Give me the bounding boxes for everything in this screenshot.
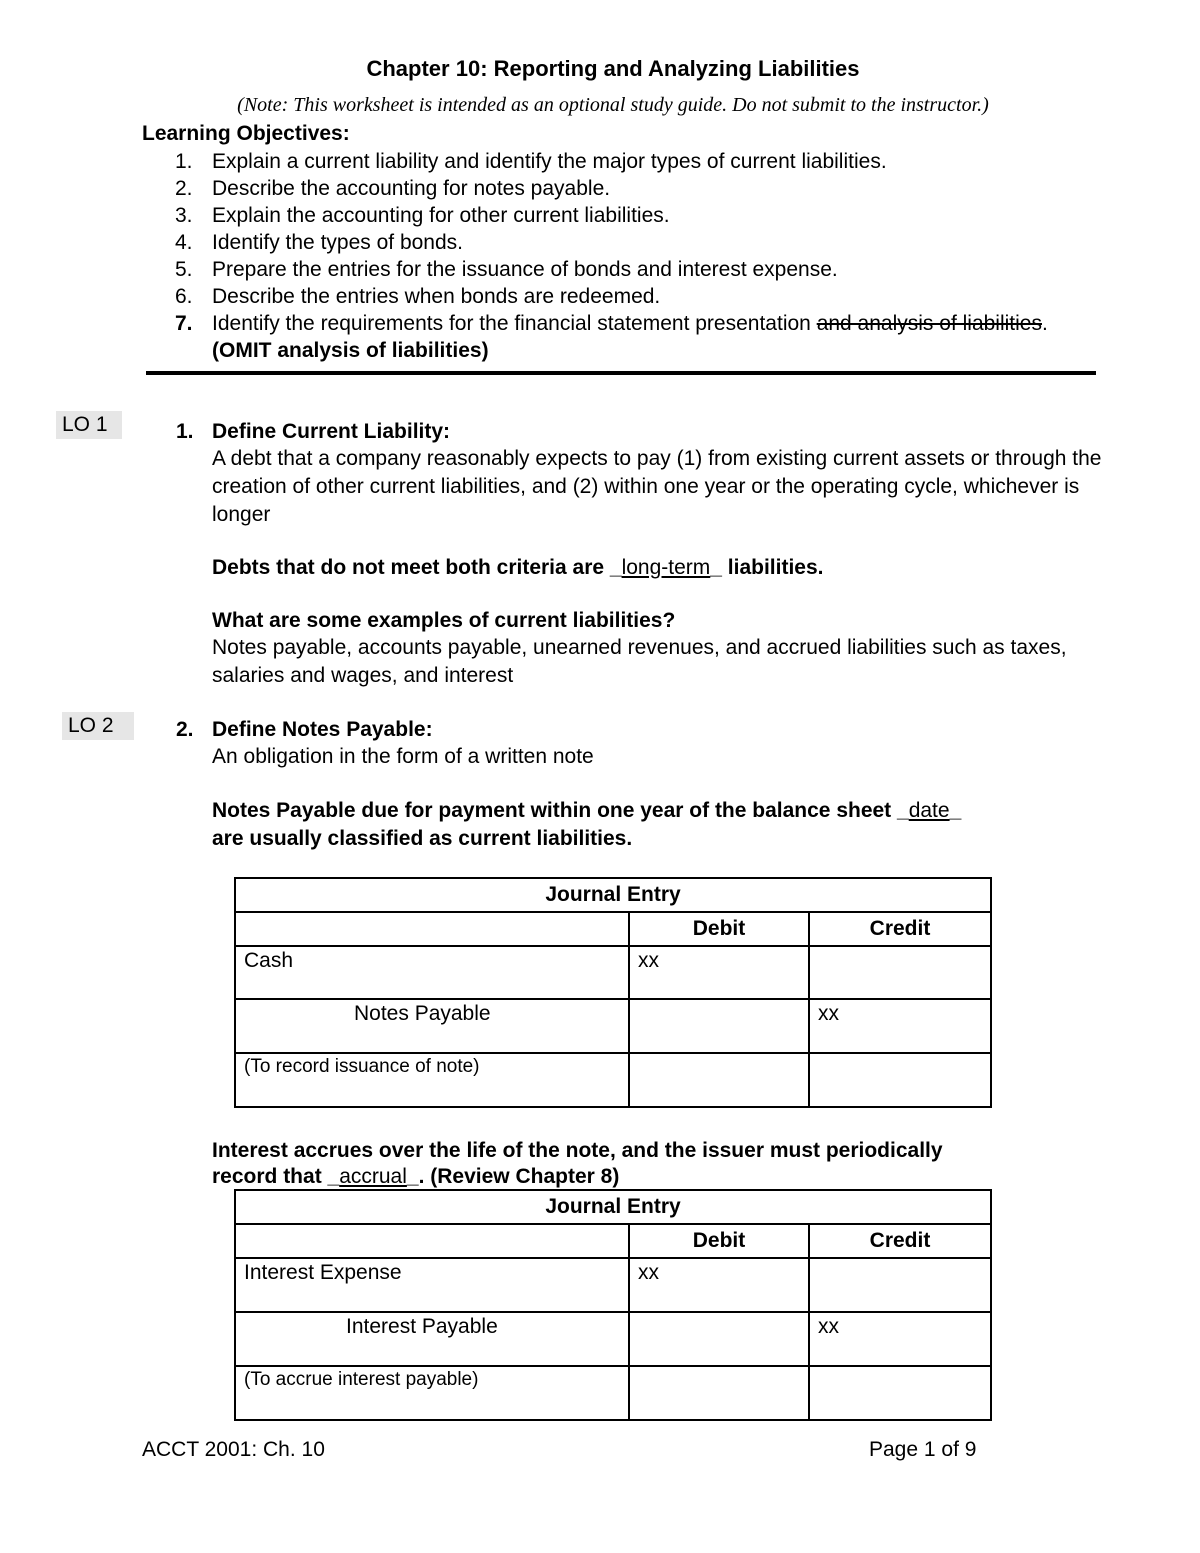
- objective-item: 7. Identify the requirements for the financial statement presentation and analysis of liabilities. (OMIT analysis of liabilities): [175, 312, 1048, 362]
- table-title: Journal Entry: [235, 878, 991, 912]
- table-header-credit: Credit: [809, 912, 991, 946]
- worksheet-note: (Note: This worksheet is intended as an optional study guide. Do not submit to the instructor.): [237, 94, 989, 116]
- table-header-blank: [235, 1224, 629, 1258]
- answer-fill: accrual: [339, 1165, 407, 1188]
- lo-tag: LO 2: [62, 712, 134, 740]
- footer-page-number: Page 1 of 9: [869, 1438, 977, 1461]
- objective-item: 4. Identify the types of bonds.: [175, 231, 463, 254]
- section-number: 1.: [176, 420, 194, 443]
- table-row: Interest Payable xx: [235, 1312, 991, 1366]
- section-number: 2.: [176, 718, 194, 741]
- objective-item: 2. Describe the accounting for notes payable.: [175, 177, 611, 200]
- answer-fill: date: [908, 799, 950, 822]
- table-row: Interest Expense xx: [235, 1258, 991, 1312]
- section-divider: [146, 371, 1096, 375]
- section-heading: Define Notes Payable:: [212, 718, 433, 741]
- examples-answer: Notes payable, accounts payable, unearned revenues, and accrued liabilities such as taxes, salaries and wages, and interest: [212, 636, 1067, 687]
- journal-entry-table-note: [234, 877, 992, 1108]
- table-row: (To accrue interest payable): [235, 1366, 991, 1420]
- table-row: Cash xx: [235, 946, 991, 999]
- question-accrual: Interest accrues over the life of the note, and the issuer must periodically: [212, 1139, 943, 1162]
- table-header-blank: [235, 912, 629, 946]
- objective-item: 6. Describe the entries when bonds are redeemed.: [175, 285, 661, 308]
- objectives-list: [170, 148, 1090, 364]
- journal-entry-table-interest: [234, 1189, 992, 1421]
- objective-item: 1. Explain a current liability and identify the major types of current liabilities.: [175, 150, 887, 173]
- table-header-debit: Debit: [629, 1224, 809, 1258]
- question-accrual-cont: record that _accrual_. (Review Chapter 8): [212, 1165, 620, 1188]
- question-balance-sheet: Notes Payable due for payment within one year of the balance sheet _date_: [212, 799, 962, 822]
- table-row: Notes Payable xx: [235, 999, 991, 1053]
- lo-tag: LO 1: [56, 411, 122, 439]
- question-examples: What are some examples of current liabilities?: [212, 609, 676, 632]
- objective-item: 5. Prepare the entries for the issuance of bonds and interest expense.: [175, 258, 838, 281]
- table-row: (To record issuance of note): [235, 1053, 991, 1107]
- struck-text: and analysis of liabilities: [816, 312, 1042, 335]
- objective-item: 3. Explain the accounting for other current liabilities.: [175, 204, 670, 227]
- footer-course: ACCT 2001: Ch. 10: [142, 1438, 325, 1461]
- table-title: Journal Entry: [235, 1190, 991, 1224]
- notes-payable-definition: An obligation in the form of a written note: [212, 745, 594, 768]
- omit-note: (OMIT analysis of liabilities): [212, 339, 489, 362]
- section-heading: Define Current Liability:: [212, 420, 451, 443]
- answer-fill: long-term: [621, 556, 711, 579]
- page-title: Chapter 10: Reporting and Analyzing Liabilities: [366, 56, 860, 81]
- objectives-heading: Learning Objectives:: [142, 122, 350, 145]
- question-balance-sheet-cont: are usually classified as current liabilities.: [212, 827, 633, 850]
- table-header-credit: Credit: [809, 1224, 991, 1258]
- current-liability-definition: A debt that a company reasonably expects to pay (1) from existing current assets or through the creation of other current liabilities, and (2) within one year or the operating cycle, whichever is longer: [212, 447, 1102, 526]
- question-long-term: Debts that do not meet both criteria are _long-term_ liabilities.: [212, 556, 824, 579]
- table-header-debit: Debit: [629, 912, 809, 946]
